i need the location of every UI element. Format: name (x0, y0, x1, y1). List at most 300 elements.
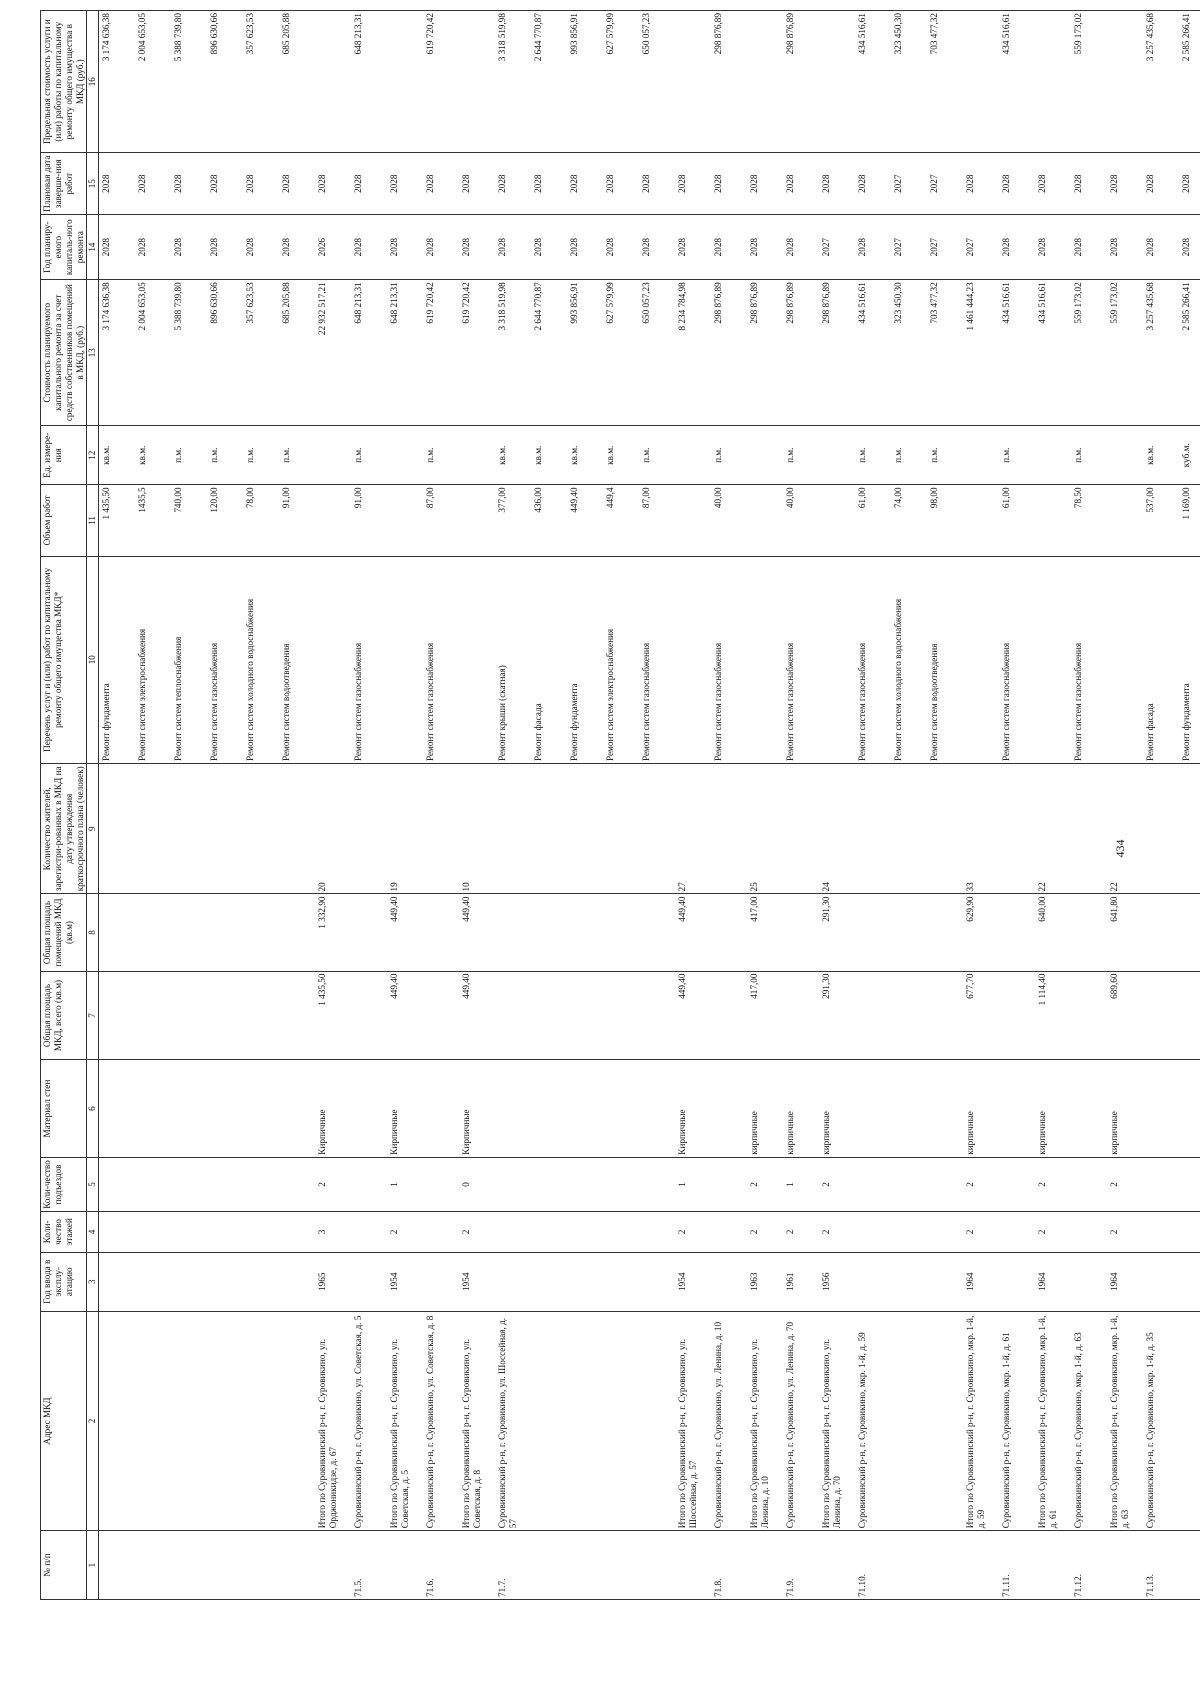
table-cell: 1963 (747, 1252, 783, 1311)
table-cell: кирпичные (819, 1060, 855, 1157)
table-cell: 20 (315, 764, 351, 894)
table-cell: п.м. (423, 426, 459, 485)
table-cell (783, 894, 819, 971)
table-cell: Ремонт систем теплоснабжения (171, 556, 207, 764)
table-cell: 2 (963, 1212, 999, 1252)
table-cell (639, 1311, 675, 1530)
table-row (567, 11, 603, 1600)
table-cell (171, 1531, 207, 1600)
table-cell: Суровикинский р-н, г. Суровикино, ул. Советская, д. 5 (351, 1311, 387, 1530)
table-cell: п.м. (927, 426, 963, 485)
column-header: Общая площадь помещений МКД (кв.м) (41, 894, 87, 971)
table-cell (639, 971, 675, 1060)
table-cell (531, 1157, 567, 1212)
table-cell (1107, 11, 1143, 153)
table-cell (423, 1252, 459, 1311)
table-cell (891, 1212, 927, 1252)
table-cell: 1964 (1035, 1252, 1071, 1311)
column-header: Предельная стоимость услуги и (или) работы по капитальному ремонту общего имущества в МКД (руб.) (41, 11, 87, 153)
table-cell (207, 1531, 243, 1600)
table-cell: 24 (819, 764, 855, 894)
table-cell (927, 1252, 963, 1311)
table-cell: Итого по Суровикинский р-н, г. Суровикино, мкр. 1-й, д. 61 (1035, 1311, 1071, 1530)
table-cell (1071, 1212, 1107, 1252)
table-cell (243, 1212, 279, 1252)
table-cell (819, 426, 855, 485)
table-cell: 27 (675, 764, 711, 894)
table-cell: 740,00 (171, 485, 207, 556)
table-cell (135, 1531, 171, 1600)
table-cell: 1964 (1107, 1252, 1143, 1311)
table-cell: 2028 (1179, 153, 1200, 215)
table-cell: 74,00 (891, 485, 927, 556)
table-row (99, 11, 136, 1600)
table-cell: 640,00 (1035, 894, 1071, 971)
table-cell (1179, 764, 1200, 894)
table-cell: п.м. (207, 426, 243, 485)
table-cell: 1964 (963, 1252, 999, 1311)
column-number: 11 (87, 485, 99, 556)
table-cell: 2028 (855, 215, 891, 280)
table-cell: 627 579,99 (603, 11, 639, 153)
table-cell: кирпичные (1107, 1060, 1143, 1157)
table-cell (567, 1311, 603, 1530)
table-cell: 40,00 (711, 485, 747, 556)
table-row (1035, 11, 1071, 1600)
table-cell (603, 1252, 639, 1311)
table-cell: 71.5. (351, 1531, 387, 1600)
table-cell: 2 585 266,41 (1179, 11, 1200, 153)
table-cell: 2028 (747, 153, 783, 215)
table-cell: 2028 (999, 153, 1035, 215)
table-row (1107, 11, 1143, 1600)
table-cell (963, 1531, 999, 1600)
table-cell (891, 971, 927, 1060)
table-cell: Суровикинский р-н, г. Суровикино, ул. Ленина, д. 10 (711, 1311, 747, 1530)
table-cell: Ремонт систем газоснабжения (999, 556, 1035, 764)
table-cell (99, 1212, 136, 1252)
column-number-row (87, 11, 99, 1600)
table-cell (99, 1060, 136, 1157)
table-cell: 71.9. (783, 1531, 819, 1600)
table-cell (1071, 971, 1107, 1060)
table-cell (495, 764, 531, 894)
table-cell (819, 11, 855, 153)
table-cell (855, 1252, 891, 1311)
column-header: Объем работ (41, 485, 87, 556)
table-cell: Ремонт систем электроснабжения (135, 556, 171, 764)
table-cell (243, 1252, 279, 1311)
table-cell: Суровикинский р-н, г. Суровикино, мкр. 1-й, д. 63 (1071, 1311, 1107, 1530)
table-cell (891, 764, 927, 894)
table-cell: 91,00 (279, 485, 315, 556)
table-cell: Суровикинский р-н, г. Суровикино, мкр. 1-й, д. 61 (999, 1311, 1035, 1530)
table-cell: Итого по Суровикинский р-н, г. Суровикино, ул. Шоссейная, д. 57 (675, 1311, 711, 1530)
table-cell (135, 1252, 171, 1311)
table-cell (279, 764, 315, 894)
table-cell: 703 477,32 (927, 11, 963, 153)
table-cell (207, 1157, 243, 1212)
table-cell (279, 1157, 315, 1212)
table-cell: 71.7. (495, 1531, 531, 1600)
table-cell: 3 257 435,68 (1143, 11, 1179, 153)
table-cell: Ремонт систем холодного водоснабжения (243, 556, 279, 764)
table-cell: 78,00 (243, 485, 279, 556)
column-number: 9 (87, 764, 99, 894)
table-cell: 98,00 (927, 485, 963, 556)
table-cell (963, 11, 999, 153)
table-cell (171, 1252, 207, 1311)
table-cell: 2028 (459, 215, 495, 280)
table-cell: п.м. (1071, 426, 1107, 485)
table-cell: 2 004 653,05 (135, 11, 171, 153)
table-cell: 298 876,89 (783, 280, 819, 426)
column-header: Год ввода в эксплу-атацию (41, 1252, 87, 1311)
table-cell: 2028 (351, 153, 387, 215)
table-cell: 449,40 (459, 971, 495, 1060)
table-cell (99, 1252, 136, 1311)
table-row (351, 11, 387, 1600)
table-cell (1035, 11, 1071, 153)
table-cell: 993 856,91 (567, 11, 603, 153)
table-cell (711, 894, 747, 971)
table-cell: 10 (459, 764, 495, 894)
table-cell: 2028 (603, 153, 639, 215)
table-cell (855, 1212, 891, 1252)
table-cell: 2028 (423, 153, 459, 215)
table-cell: 1954 (675, 1252, 711, 1311)
table-cell: 2028 (99, 215, 136, 280)
table-cell: 2028 (99, 153, 136, 215)
table-cell (315, 1531, 351, 1600)
column-number: 4 (87, 1212, 99, 1252)
table-row (387, 11, 423, 1600)
table-cell (207, 764, 243, 894)
table-cell (963, 485, 999, 556)
table-cell (351, 1060, 387, 1157)
table-cell: 1 (783, 1157, 819, 1212)
table-cell (135, 1157, 171, 1212)
table-cell: 629,90 (963, 894, 999, 971)
table-cell: 2028 (315, 153, 351, 215)
table-cell (855, 894, 891, 971)
table-cell: Ремонт фасада (531, 556, 567, 764)
table-cell (279, 894, 315, 971)
table-cell: 648 213,31 (351, 280, 387, 426)
table-cell (675, 1531, 711, 1600)
table-cell: 417,00 (747, 971, 783, 1060)
table-cell (711, 971, 747, 1060)
table-cell: 2028 (711, 215, 747, 280)
table-cell (495, 1212, 531, 1252)
table-cell: 650 057,23 (639, 11, 675, 153)
table-cell: кв.м. (567, 426, 603, 485)
table-cell: 2 (315, 1157, 351, 1212)
table-cell (351, 1157, 387, 1212)
table-cell: Ремонт систем газоснабжения (783, 556, 819, 764)
table-cell: 2028 (639, 215, 675, 280)
table-cell (531, 1252, 567, 1311)
table-cell: п.м. (171, 426, 207, 485)
table-cell: 648 213,31 (387, 280, 423, 426)
table-cell: 2028 (1035, 215, 1071, 280)
table-cell (891, 1311, 927, 1530)
table-cell: 5 388 739,80 (171, 11, 207, 153)
table-cell: 2028 (567, 153, 603, 215)
table-cell: 2027 (819, 215, 855, 280)
table-cell (711, 1157, 747, 1212)
column-header: № п/п (41, 1531, 87, 1600)
table-cell (279, 1060, 315, 1157)
table-cell: 449,40 (675, 971, 711, 1060)
table-cell: 61,00 (855, 485, 891, 556)
column-header: Ед. измере-ния (41, 426, 87, 485)
table-row (135, 11, 171, 1600)
table-cell (747, 11, 783, 153)
table-cell: п.м. (855, 426, 891, 485)
table-cell (495, 1252, 531, 1311)
table-cell (135, 764, 171, 894)
table-cell: 8 234 784,98 (675, 280, 711, 426)
table-cell (1179, 1252, 1200, 1311)
table-cell (387, 1531, 423, 1600)
table-cell (891, 894, 927, 971)
table-cell: 3 318 519,98 (495, 11, 531, 153)
table-cell: 357 623,53 (243, 11, 279, 153)
table-cell: 2028 (711, 153, 747, 215)
table-cell: куб.м. (1179, 426, 1200, 485)
table-cell (1071, 894, 1107, 971)
table-cell: Ремонт систем газоснабжения (207, 556, 243, 764)
table-cell (963, 556, 999, 764)
table-cell: 2028 (387, 215, 423, 280)
table-cell: Ремонт фундамента (99, 556, 136, 764)
table-cell: 619 720,42 (423, 11, 459, 153)
table-cell (711, 1060, 747, 1157)
table-cell: Ремонт систем электроснабжения (603, 556, 639, 764)
table-cell: 434 516,61 (1035, 280, 1071, 426)
table-cell: 2028 (279, 215, 315, 280)
table-cell: 91,00 (351, 485, 387, 556)
table-cell (927, 1157, 963, 1212)
table-cell: 25 (747, 764, 783, 894)
table-cell: 323 450,30 (891, 11, 927, 153)
column-number: 7 (87, 971, 99, 1060)
table-row (315, 11, 351, 1600)
table-cell (603, 1311, 639, 1530)
table-cell: 2028 (1179, 215, 1200, 280)
column-header: Общая площадь МКД, всего (кв.м) (41, 971, 87, 1060)
table-cell: Итого по Суровикинский р-н, г. Суровикино, ул. Орджоникидзе, д. 67 (315, 1311, 351, 1530)
table-cell (243, 764, 279, 894)
table-cell: п.м. (711, 426, 747, 485)
table-cell (243, 1157, 279, 1212)
table-cell (639, 1157, 675, 1212)
table-cell (603, 1531, 639, 1600)
table-cell (1035, 1531, 1071, 1600)
table-cell: 1 (387, 1157, 423, 1212)
table-cell: 2 (1107, 1212, 1143, 1252)
table-cell (927, 1060, 963, 1157)
table-cell (1179, 1157, 1200, 1212)
table-cell: 1 114,40 (1035, 971, 1071, 1060)
table-cell: 1954 (459, 1252, 495, 1311)
table-cell (135, 1060, 171, 1157)
table-cell: 61,00 (999, 485, 1035, 556)
table-cell: 2028 (243, 215, 279, 280)
table-cell: 449,40 (459, 894, 495, 971)
table-cell (603, 894, 639, 971)
table-cell (207, 1311, 243, 1530)
table-cell (999, 1212, 1035, 1252)
table-cell: п.м. (243, 426, 279, 485)
table-cell (783, 971, 819, 1060)
table-cell: 40,00 (783, 485, 819, 556)
table-cell: п.м. (783, 426, 819, 485)
table-cell: 685 205,88 (279, 11, 315, 153)
column-header: Год планиру-емого капиталь-ного ремонта (41, 215, 87, 280)
table-cell (639, 1531, 675, 1600)
table-cell (1035, 556, 1071, 764)
table-cell: 2028 (423, 215, 459, 280)
table-cell (1143, 894, 1179, 971)
column-number: 10 (87, 556, 99, 764)
table-cell: 2028 (819, 153, 855, 215)
column-header: Адрес МКД (41, 1311, 87, 1530)
table-cell (927, 764, 963, 894)
column-header: Материал стен (41, 1060, 87, 1157)
table-cell (855, 764, 891, 894)
table-cell: Ремонт фундамента (567, 556, 603, 764)
table-cell (639, 764, 675, 894)
table-cell (531, 971, 567, 1060)
table-cell (675, 11, 711, 153)
table-cell: 2 (963, 1157, 999, 1212)
table-cell: 2028 (279, 153, 315, 215)
table-cell: 2 (819, 1157, 855, 1212)
table-row (675, 11, 711, 1600)
table-cell: 1956 (819, 1252, 855, 1311)
table-cell: 2 (387, 1212, 423, 1252)
table-cell: 559 173,02 (1107, 280, 1143, 426)
table-cell (927, 1311, 963, 1530)
table-cell (1143, 971, 1179, 1060)
table-cell (1035, 485, 1071, 556)
table-cell: кирпичные (783, 1060, 819, 1157)
table-cell: 1435,5 (135, 485, 171, 556)
table-cell: Итого по Суровикинский р-н, г. Суровикино, ул. Советская, д. 5 (387, 1311, 423, 1530)
table-cell (171, 1060, 207, 1157)
table-cell (999, 1157, 1035, 1212)
table-cell: 2028 (1035, 153, 1071, 215)
table-cell (387, 11, 423, 153)
column-number: 5 (87, 1157, 99, 1212)
column-number: 13 (87, 280, 99, 426)
table-cell (567, 764, 603, 894)
table-cell: 2 (783, 1212, 819, 1252)
table-cell: 78,50 (1071, 485, 1107, 556)
table-cell (1179, 894, 1200, 971)
table-cell (567, 1252, 603, 1311)
table-row (1143, 11, 1179, 1600)
column-header: Перечень услуг и (или) работ по капитальному ремонту общего имущества МКД* (41, 556, 87, 764)
table-cell (675, 556, 711, 764)
table-cell (171, 971, 207, 1060)
table-cell: 1 461 444,23 (963, 280, 999, 426)
table-cell: 1 435,50 (315, 971, 351, 1060)
table-cell: 2028 (639, 153, 675, 215)
table-cell (423, 971, 459, 1060)
table-cell (639, 1252, 675, 1311)
table-cell: 434 516,61 (855, 11, 891, 153)
table-cell (1143, 764, 1179, 894)
table-cell: 449,4 (603, 485, 639, 556)
table-cell (171, 1311, 207, 1530)
table-cell: 3 257 435,68 (1143, 280, 1179, 426)
table-cell: кв.м. (531, 426, 567, 485)
table-cell (243, 971, 279, 1060)
table-cell: п.м. (639, 426, 675, 485)
table-cell (459, 485, 495, 556)
table-body (99, 11, 1200, 1600)
table-row (531, 11, 567, 1600)
table-cell (279, 1311, 315, 1530)
table-cell: 648 213,31 (351, 11, 387, 153)
table-cell (567, 894, 603, 971)
column-header: Плановая дата заверше-ния работ (41, 153, 87, 215)
table-cell (531, 1212, 567, 1252)
table-cell (531, 764, 567, 894)
table-cell: 298 876,89 (819, 280, 855, 426)
table-cell: 71.10. (855, 1531, 891, 1600)
table-cell (99, 764, 136, 894)
table-cell (351, 1252, 387, 1311)
table-cell: 2028 (675, 215, 711, 280)
table-cell: 619 720,42 (459, 280, 495, 426)
table-cell: 1 332,90 (315, 894, 351, 971)
table-cell (531, 1531, 567, 1600)
table-cell: Суровикинский р-н, г. Суровикино, ул. Шоссейная, д. 57 (495, 1311, 531, 1530)
table-cell: 2027 (891, 153, 927, 215)
table-cell (819, 485, 855, 556)
table-cell: 2 (819, 1212, 855, 1252)
table-cell (459, 426, 495, 485)
table-cell: кирпичные (747, 1060, 783, 1157)
table-cell (927, 894, 963, 971)
table-cell (207, 1060, 243, 1157)
table-cell (243, 1311, 279, 1530)
column-header: Коли-чество этажей (41, 1212, 87, 1252)
column-number: 6 (87, 1060, 99, 1157)
table-cell: 1965 (315, 1252, 351, 1311)
table-cell (99, 894, 136, 971)
table-cell: 2028 (675, 153, 711, 215)
table-cell (279, 971, 315, 1060)
table-cell: 896 630,66 (207, 11, 243, 153)
table-cell: 2 644 770,87 (531, 11, 567, 153)
table-cell: 1 435,50 (99, 485, 136, 556)
table-cell: 3 (315, 1212, 351, 1252)
table-row (891, 11, 927, 1600)
table-cell: Итого по Суровикинский р-н, г. Суровикино, мкр. 1-й, д. 63 (1107, 1311, 1143, 1530)
table-cell: 2 644 770,87 (531, 280, 567, 426)
table-cell (567, 1212, 603, 1252)
table-cell: 2028 (1107, 153, 1143, 215)
table-cell: 298 876,89 (747, 280, 783, 426)
table-cell (711, 1212, 747, 1252)
table-cell: кв.м. (135, 426, 171, 485)
table-cell: Ремонт систем водоотведения (927, 556, 963, 764)
